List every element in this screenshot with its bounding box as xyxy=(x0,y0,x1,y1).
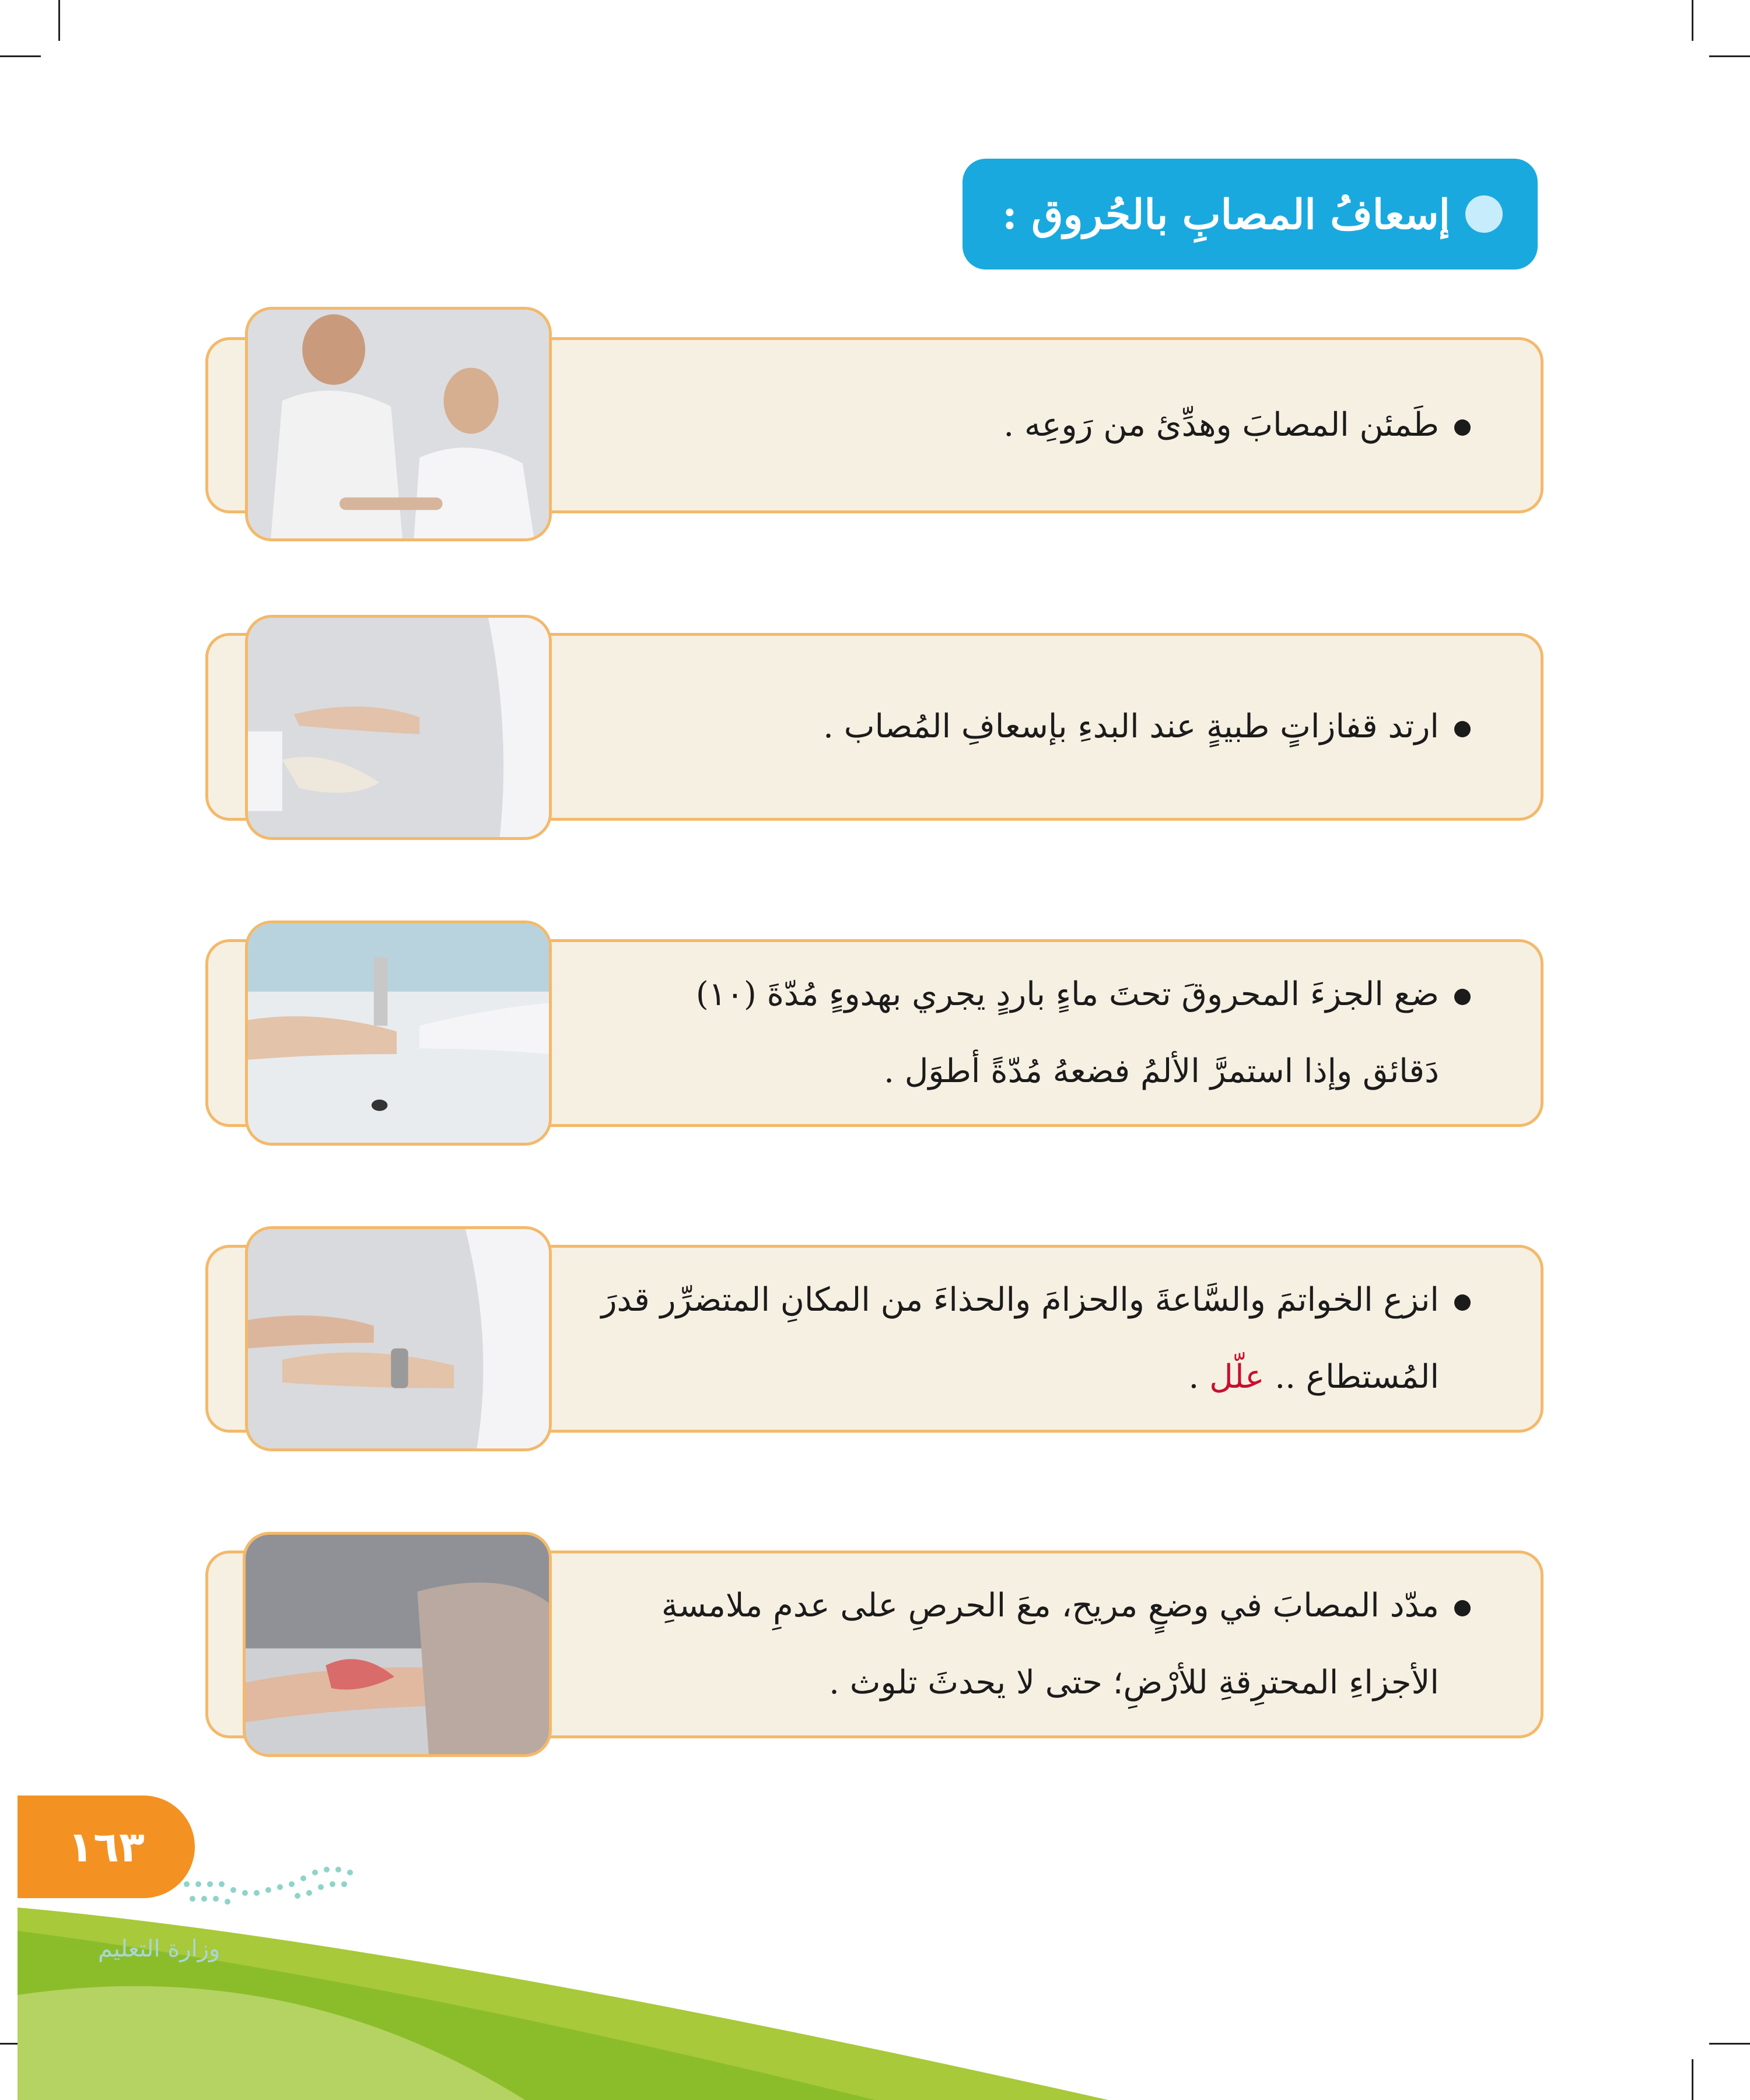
instruction-line: مدّد المصابَ في وضعٍ مريح، معَ الحرصِ على عدمِ ملامسةِ xyxy=(661,1587,1439,1625)
instruction-line: طَمئن المصابَ وهدِّئ من رَوعِه . xyxy=(1003,406,1439,444)
section-title: إسعافُ المصابِ بالحُروق : xyxy=(1002,190,1450,239)
ministry-name: وزارة التعليم xyxy=(98,1936,220,1962)
instruction-text xyxy=(823,636,1471,818)
crop-mark xyxy=(1709,2043,1750,2045)
instruction-line: المُستطاع .. xyxy=(1264,1358,1439,1396)
page-number: ١٦٣ xyxy=(18,1796,195,1898)
bullet-icon xyxy=(1454,1294,1471,1311)
instruction-line: الأجزاءِ المحترِقةِ للأرْضِ؛ حتى لا يحدثَ تلوث . xyxy=(829,1664,1439,1702)
crop-mark xyxy=(58,0,60,41)
instruction-text xyxy=(1003,340,1471,510)
instruction-line: ضع الجزءَ المحروقَ تحتَ ماءٍ باردٍ يجري بهدوءٍ مُدّةَ (١٠) xyxy=(695,975,1439,1013)
section-title-box xyxy=(963,159,1538,270)
instruction-photo-gloves xyxy=(245,615,552,840)
highlight-word: علّل xyxy=(1209,1358,1265,1396)
instruction-line: دَقائق وإذا استمرَّ الألمُ فضعهُ مُدّةً أطوَل . xyxy=(884,1052,1439,1090)
instruction-line: انزع الخواتمَ والسَّاعةَ والحزامَ والحذاءَ من المكانِ المتضرِّر قدرَ xyxy=(601,1281,1439,1319)
instruction-photo-lie-down xyxy=(243,1532,552,1757)
crop-mark xyxy=(1709,55,1750,57)
instruction-photo-reassure xyxy=(245,307,552,541)
instruction-text xyxy=(696,942,1471,1124)
bullet-icon xyxy=(1454,989,1471,1005)
bullet-icon xyxy=(1454,1600,1471,1616)
instruction-photo-remove-watch xyxy=(245,1226,552,1451)
instruction-photo-cool-water xyxy=(245,921,552,1146)
instruction-line: . xyxy=(1188,1358,1210,1396)
ministry-logo-dots-icon xyxy=(175,1861,356,1913)
crop-mark xyxy=(1692,2059,1693,2100)
crop-mark xyxy=(1692,0,1693,41)
instruction-text xyxy=(662,1553,1471,1735)
bullet-icon xyxy=(1454,721,1471,737)
instruction-line: ارتد قفازاتٍ طبيةٍ عند البدءِ بإسعافِ المُصاب . xyxy=(823,708,1439,746)
bullet-dot-icon xyxy=(1465,195,1503,233)
bullet-icon xyxy=(1454,419,1471,436)
crop-mark xyxy=(0,55,41,57)
instruction-text xyxy=(601,1248,1471,1430)
